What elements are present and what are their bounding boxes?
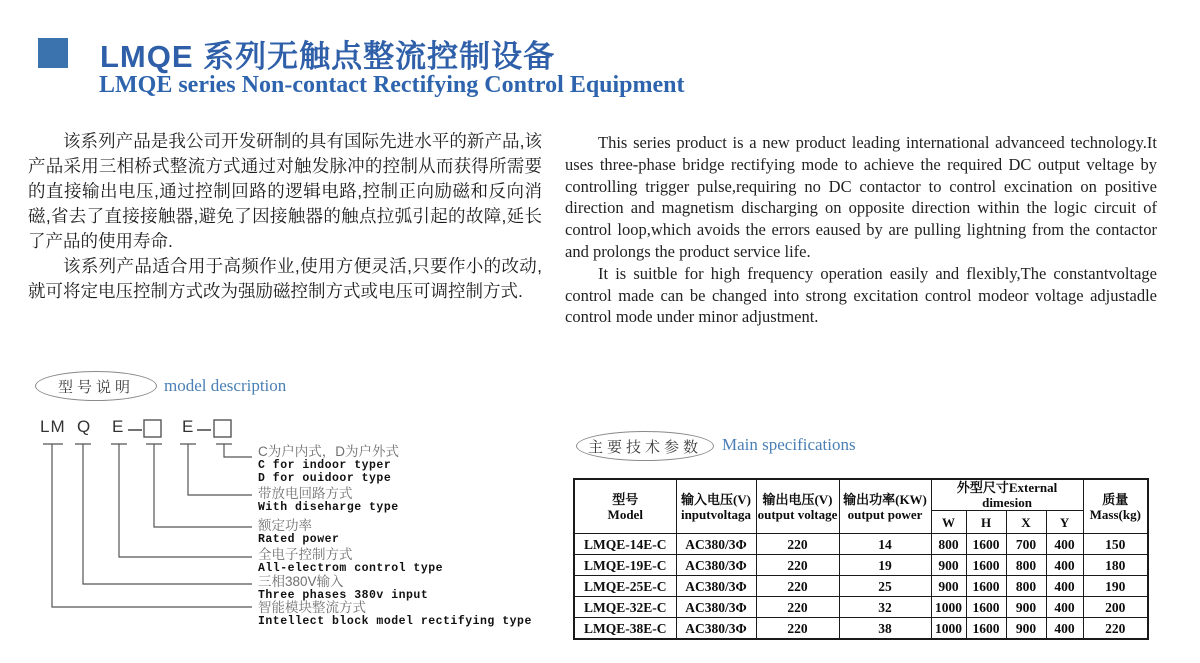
code-label-en: D for ouidoor type — [258, 472, 392, 485]
code-label-cn: 三相380V输入 — [258, 574, 344, 589]
code-part-e2: E — [182, 417, 195, 436]
spec-cell: AC380/3Φ — [676, 618, 756, 640]
main-specifications-stamp: 主要技术参数 — [576, 431, 714, 461]
header-outputv-en: output voltage — [757, 506, 838, 522]
spec-cell: 900 — [931, 555, 966, 576]
spec-cell: 200 — [1083, 597, 1148, 618]
header-input-en: inputvoltaga — [680, 506, 752, 522]
spec-cell: 400 — [1046, 597, 1083, 618]
header-mass-en: Mass(kg) — [1089, 506, 1141, 522]
spec-cell: 190 — [1083, 576, 1148, 597]
spec-row — [574, 534, 1148, 555]
header-outputp-cn: 输出功率(KW) — [843, 491, 927, 507]
page-title-cn: LMQE 系列无触点整流控制设备 — [100, 39, 556, 74]
code-part-q: Q — [77, 417, 92, 436]
code-label-indoor-outdoor — [258, 445, 399, 485]
header-external-dimension: 外型尺寸External dimesion — [931, 479, 1083, 511]
spec-cell: 1600 — [966, 555, 1006, 576]
intro-paragraphs-cn — [28, 129, 542, 304]
code-label-cn: C为户内式，D为户外式 — [258, 444, 399, 459]
spec-cell: LMQE-14E-C — [574, 534, 676, 555]
code-label-intellect-block — [258, 601, 532, 628]
header-model-en: Model — [607, 506, 643, 522]
spec-cell: 400 — [1046, 555, 1083, 576]
spec-cell: 220 — [756, 597, 839, 618]
model-code-diagram — [38, 414, 538, 644]
spec-cell: 14 — [839, 534, 931, 555]
specs-table-body — [574, 534, 1148, 640]
spec-cell: 900 — [931, 576, 966, 597]
header-model-cn: 型号 — [612, 491, 639, 507]
code-label-en: Rated power — [258, 533, 340, 546]
spec-cell: LMQE-19E-C — [574, 555, 676, 576]
spec-cell: LMQE-25E-C — [574, 576, 676, 597]
spec-cell: 800 — [1006, 576, 1046, 597]
spec-cell: 19 — [839, 555, 931, 576]
code-label-cn: 额定功率 — [258, 518, 312, 533]
spec-cell: 800 — [1006, 555, 1046, 576]
spec-cell: 1600 — [966, 534, 1006, 555]
code-label-en: With diseharge type — [258, 501, 399, 514]
intro-cn-paragraph-1: 该系列产品是我公司开发研制的具有国际先进水平的新产品,该产品采用三相桥式整流方式通过对触发脉冲的控制从而获得所需要的直接输出电压,通过控制回路的逻辑电路,控制正向励磁和反向消磁,省去了直接接触器,避免了因接触器的触点拉弧引起的故障,延长了产品的使用寿命. — [28, 131, 542, 251]
header-outputp-en: output power — [847, 506, 923, 522]
spec-cell: 1600 — [966, 597, 1006, 618]
code-part-e1: E — [112, 417, 125, 436]
spec-cell: AC380/3Φ — [676, 555, 756, 576]
spec-cell: AC380/3Φ — [676, 534, 756, 555]
spec-cell: 400 — [1046, 576, 1083, 597]
code-label-en: Intellect block model rectifying type — [258, 615, 532, 628]
spec-cell: 32 — [839, 597, 931, 618]
intro-en-paragraph-1: This series product is a new product leading international advanceed technology.It uses three-phase bridge rectifying mode to achieve the required DC output veltage by controlling trigger pulse,requiring no DC contactor to control excination on positive direction and magnetism discharging on opposite direction within the logic circuit of control loop,which avoids the errors eaused by are pulling lightning from the contactor and prolongs the product service life. — [565, 133, 1157, 261]
model-description-label: model description — [164, 376, 287, 395]
code-label-en: Three phases 380v input — [258, 589, 429, 602]
spec-cell: 38 — [839, 618, 931, 640]
spec-cell: 1600 — [966, 618, 1006, 640]
spec-cell: AC380/3Φ — [676, 597, 756, 618]
spec-cell: 25 — [839, 576, 931, 597]
header-input-voltage — [676, 479, 756, 534]
header-model — [574, 479, 676, 534]
header-output-voltage — [756, 479, 839, 534]
intro-paragraphs-en — [565, 132, 1157, 328]
spec-cell: LMQE-38E-C — [574, 618, 676, 640]
spec-cell: 180 — [1083, 555, 1148, 576]
header-dim-h: H — [966, 511, 1006, 534]
code-label-rated-power — [258, 519, 339, 546]
header-input-cn: 输入电压(V) — [680, 491, 752, 507]
header-dim-y: Y — [1046, 511, 1083, 534]
spec-cell: 900 — [1006, 597, 1046, 618]
code-label-cn: 带放电回路方式 — [258, 486, 353, 501]
intro-en-paragraph-2: It is suitble for high frequency operation easily and flexibly,The constantvoltage control made can be changed into strong excitation control modeor voltage adjustadle control mode under minor adjustment. — [565, 263, 1157, 327]
main-specifications-label: Main specifications — [722, 435, 856, 454]
spec-cell: 1000 — [931, 618, 966, 640]
spec-cell: 700 — [1006, 534, 1046, 555]
page-title-en: LMQE series Non-contact Rectifying Control Equipment — [99, 72, 685, 98]
code-label-en: All-electrom control type — [258, 562, 444, 575]
spec-cell: 800 — [931, 534, 966, 555]
brand-square-icon — [38, 38, 68, 68]
spec-row — [574, 576, 1148, 597]
spec-cell: 1000 — [931, 597, 966, 618]
code-label-cn: 全电子控制方式 — [258, 547, 353, 562]
spec-cell: 220 — [1083, 618, 1148, 640]
spec-cell: 400 — [1046, 618, 1083, 640]
spec-cell: LMQE-32E-C — [574, 597, 676, 618]
model-description-stamp: 型号说明 — [35, 371, 157, 401]
header-output-power — [839, 479, 931, 534]
code-label-en: C for indoor typer — [258, 459, 392, 472]
spec-cell: 220 — [756, 534, 839, 555]
header-dim-w: W — [931, 511, 966, 534]
code-label-discharge — [258, 487, 399, 514]
header-mass-cn: 质量 — [1102, 491, 1129, 507]
spec-cell: 400 — [1046, 534, 1083, 555]
spec-row — [574, 618, 1148, 640]
header-outputv-cn: 输出电压(V) — [762, 491, 833, 507]
spec-cell: 220 — [756, 576, 839, 597]
spec-row — [574, 597, 1148, 618]
spec-cell: 1600 — [966, 576, 1006, 597]
code-part-lm: LM — [40, 417, 66, 436]
table-header-row-1 — [574, 479, 1148, 511]
specifications-table — [573, 478, 1149, 640]
spec-cell: 900 — [1006, 618, 1046, 640]
header-mass — [1083, 479, 1148, 534]
spec-cell: 220 — [756, 618, 839, 640]
spec-cell: 220 — [756, 555, 839, 576]
spec-cell: 150 — [1083, 534, 1148, 555]
code-label-cn: 智能模块整流方式 — [258, 600, 366, 615]
header-dim-x: X — [1006, 511, 1046, 534]
code-label-three-phase-input — [258, 575, 428, 602]
code-label-electronic-control — [258, 548, 443, 575]
intro-cn-paragraph-2: 该系列产品适合用于高频作业,使用方便灵活,只要作小的改动,就可将定电压控制方式改为强励磁控制方式或电压可调控制方式. — [28, 256, 542, 301]
spec-cell: AC380/3Φ — [676, 576, 756, 597]
spec-row — [574, 555, 1148, 576]
